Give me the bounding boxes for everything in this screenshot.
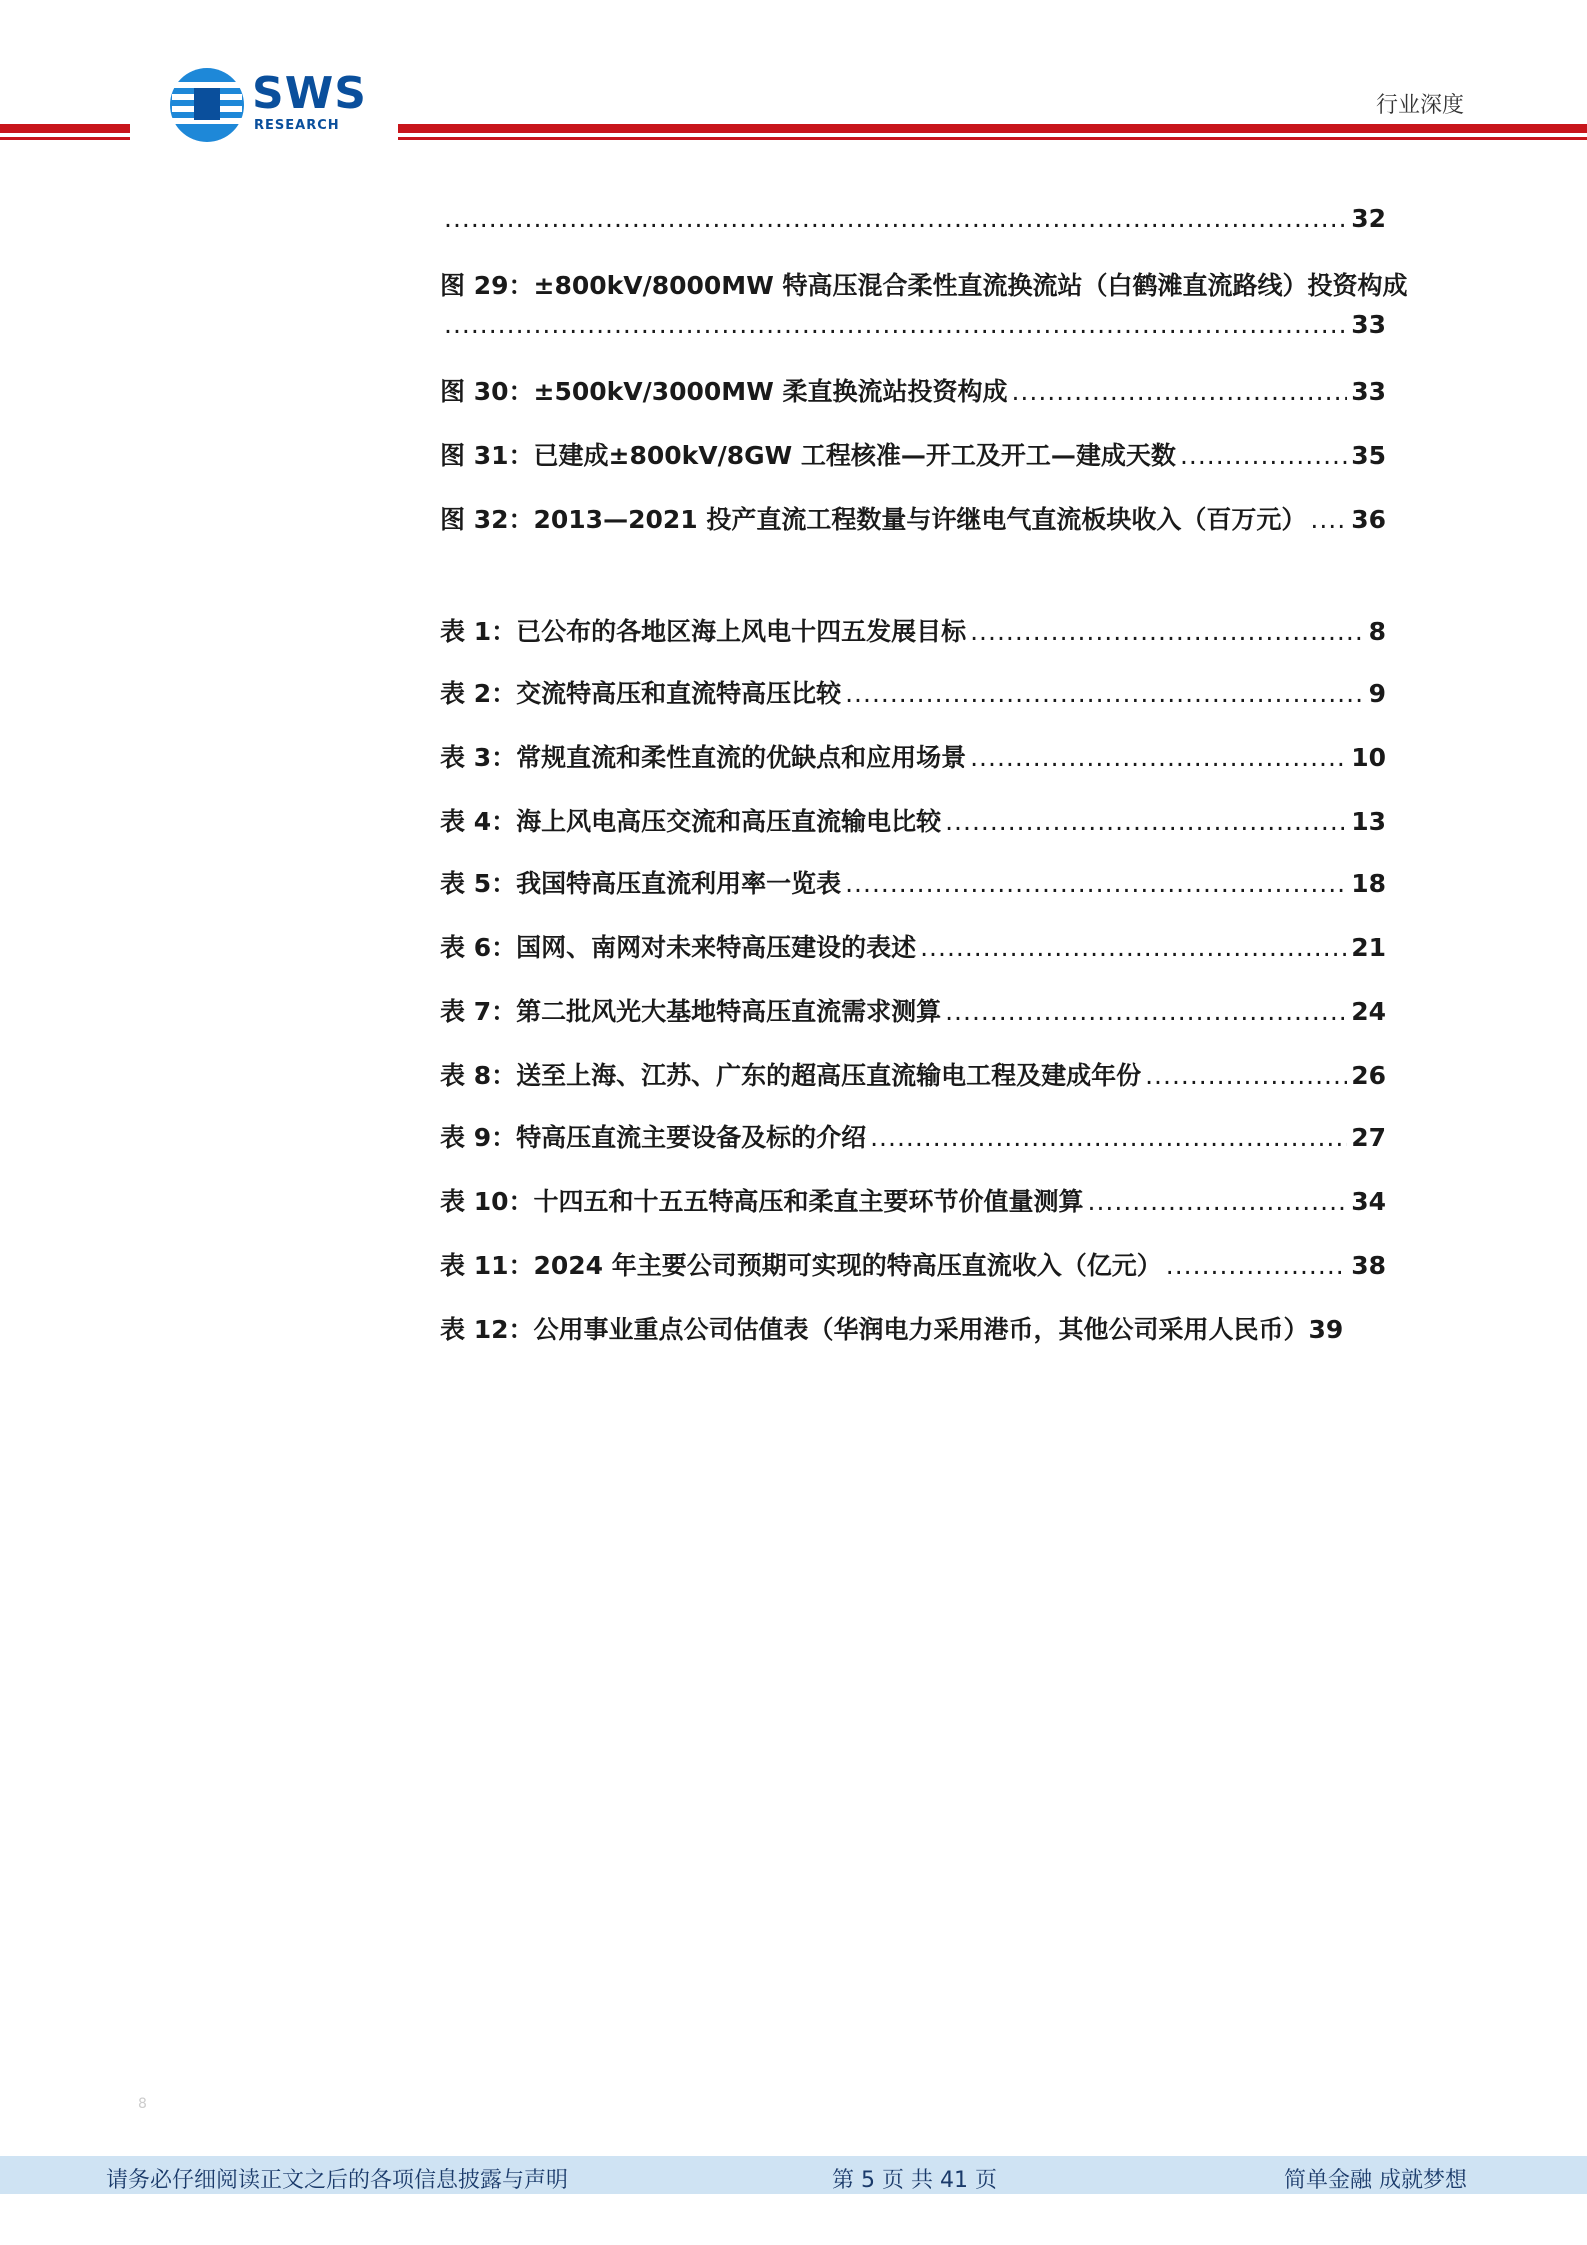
toc-entry[interactable] <box>440 612 1386 648</box>
toc-entry-label: 表 3：常规直流和柔性直流的优缺点和应用场景 <box>440 743 967 772</box>
toc-leader-dots <box>1088 1187 1348 1216</box>
toc-entry-label: 表 12：公用事业重点公司估值表（华润电力采用港币，其他公司采用人民币） <box>440 1315 1309 1344</box>
toc-entry-page: 9 <box>1368 679 1386 708</box>
brand-subtitle: RESEARCH <box>254 118 340 133</box>
toc-leader-dots <box>845 679 1364 708</box>
toc-entry-label: 图 32：2013—2021 投产直流工程数量与许继电气直流板块收入（百万元） <box>440 505 1307 534</box>
toc-entry[interactable] <box>440 992 1386 1028</box>
toc-entry[interactable] <box>440 1056 1386 1092</box>
toc-leader-dots <box>970 743 1347 772</box>
toc-entry[interactable] <box>440 674 1386 710</box>
footer-slogan: 简单金融 成就梦想 <box>1284 2168 1467 2193</box>
toc-entry-page: 26 <box>1351 1061 1386 1090</box>
toc-leader-dots <box>1166 1251 1347 1280</box>
toc-entry-label: 表 2：交流特高压和直流特高压比较 <box>440 679 842 708</box>
toc-leader-dots <box>444 310 1347 339</box>
toc-entry[interactable] <box>440 928 1386 964</box>
toc-entry[interactable] <box>440 864 1386 900</box>
header-bar-left <box>0 124 130 133</box>
sws-logo <box>168 64 378 144</box>
toc-entry-label: 图 30：±500kV/3000MW 柔直换流站投资构成 <box>440 377 1008 406</box>
footer-disclaimer: 请务必仔细阅读正文之后的各项信息披露与声明 <box>106 2168 569 2193</box>
toc-leader-dots <box>970 617 1364 646</box>
toc-leader-dots <box>845 869 1347 898</box>
toc-leader-dots <box>1145 1061 1347 1090</box>
toc-entry-label: 表 9：特高压直流主要设备及标的介绍 <box>440 1123 867 1152</box>
toc-entry-label: 图 31：已建成±800kV/8GW 工程核准—开工及开工—建成天数 <box>440 441 1176 470</box>
toc-entry[interactable] <box>440 436 1386 472</box>
toc-entry[interactable] <box>440 1246 1386 1282</box>
toc-entry-label: 图 29：±800kV/8000MW 特高压混合柔性直流换流站（白鹤滩直流路线）投资构成 <box>440 271 1408 300</box>
toc-leader-dots <box>1011 377 1347 406</box>
header-line-right <box>398 137 1587 140</box>
toc-entry-page: 13 <box>1351 807 1386 836</box>
toc-entry-page: 10 <box>1351 743 1386 772</box>
toc-entry-label: 表 6：国网、南网对未来特高压建设的表述 <box>440 933 917 962</box>
toc-entry[interactable] <box>440 802 1386 838</box>
toc-entry-page: 32 <box>1351 204 1386 233</box>
toc-entry-page: 38 <box>1351 1251 1386 1280</box>
toc-entry-page: 34 <box>1351 1187 1386 1216</box>
toc-entry-label: 表 8：送至上海、江苏、广东的超高压直流输电工程及建成年份 <box>440 1061 1142 1090</box>
toc-entry-label: 表 11：2024 年主要公司预期可实现的特高压直流收入（亿元） <box>440 1251 1162 1280</box>
toc-entry[interactable] <box>440 310 1386 339</box>
toc-entry-label: 表 5：我国特高压直流利用率一览表 <box>440 869 842 898</box>
footer-page-info: 第 5 页 共 41 页 <box>832 2168 997 2193</box>
toc-entry-label: 表 1：已公布的各地区海上风电十四五发展目标 <box>440 617 967 646</box>
brand-name: SWS <box>252 68 367 119</box>
footer-mark: 8 <box>138 2096 147 2112</box>
toc-entry-label: 表 4：海上风电高压交流和高压直流输电比较 <box>440 807 942 836</box>
toc-leader-dots <box>1310 505 1347 534</box>
toc-entry[interactable] <box>440 1182 1386 1218</box>
toc-entry-page: 27 <box>1351 1123 1386 1152</box>
toc-entry-page: 18 <box>1351 869 1386 898</box>
report-category: 行业深度 <box>1375 93 1464 118</box>
toc-leader-dots <box>870 1123 1347 1152</box>
toc-entry-page: 8 <box>1368 617 1386 646</box>
toc-entry[interactable] <box>440 266 1440 302</box>
header-line-left <box>0 137 130 140</box>
toc-entry[interactable] <box>440 1118 1386 1154</box>
toc-entry-label: 表 7：第二批风光大基地特高压直流需求测算 <box>440 997 942 1026</box>
toc-leader-dots <box>444 204 1347 233</box>
sws-logo-icon <box>168 66 246 144</box>
toc-entry[interactable] <box>440 738 1386 774</box>
toc-entry-page: 33 <box>1351 310 1386 339</box>
toc-entry[interactable] <box>440 204 1386 233</box>
toc-entry-page: 33 <box>1351 377 1386 406</box>
toc-leader-dots <box>1180 441 1347 470</box>
toc-entry-page: 24 <box>1351 997 1386 1026</box>
toc-leader-dots <box>945 997 1347 1026</box>
toc-entry-page: 36 <box>1351 505 1386 534</box>
toc-leader-dots <box>945 807 1347 836</box>
toc-leader-dots <box>920 933 1347 962</box>
header-bar-right <box>398 124 1587 133</box>
toc-entry[interactable] <box>440 1310 1390 1346</box>
toc-entry[interactable] <box>440 372 1386 408</box>
toc-entry-page: 21 <box>1351 933 1386 962</box>
toc-entry-page: 39 <box>1308 1315 1344 1344</box>
toc-entry-page: 35 <box>1351 441 1386 470</box>
toc-entry[interactable] <box>440 500 1386 536</box>
toc-entry-label: 表 10：十四五和十五五特高压和柔直主要环节价值量测算 <box>440 1187 1084 1216</box>
